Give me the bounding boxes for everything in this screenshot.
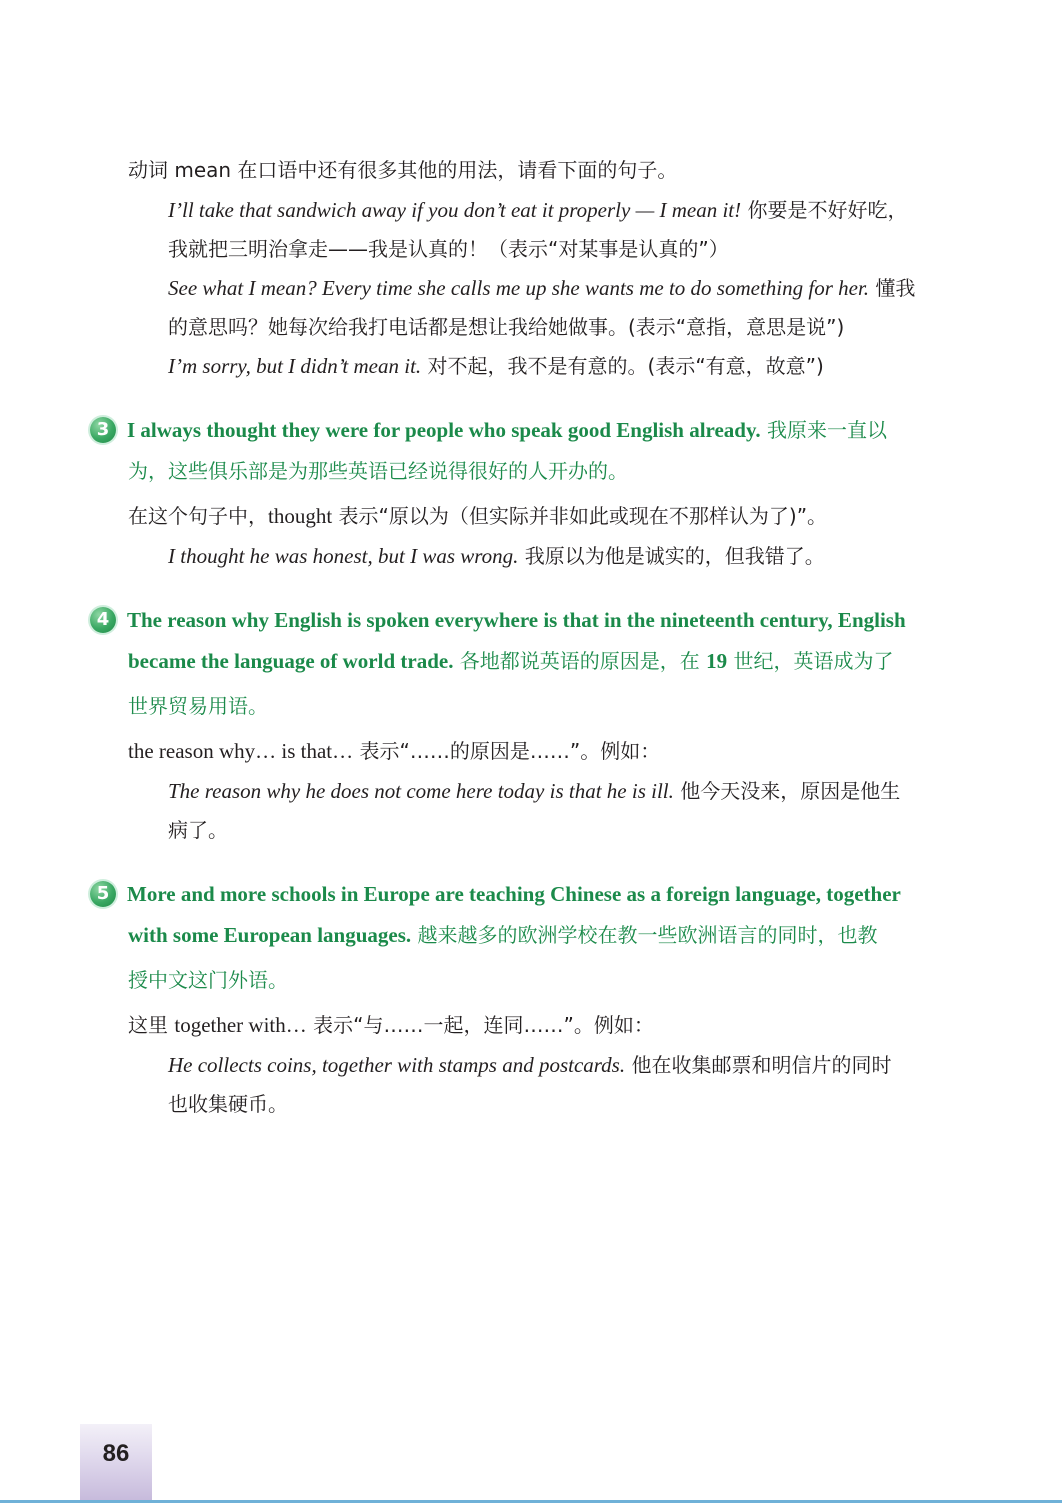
item-5-example-line-1: He collects coins, together with stamps and postcards. 他在收集邮票和明信片的同时	[168, 1053, 892, 1077]
intro-line: 动词 mean 在口语中还有很多其他的用法，请看下面的句子。	[128, 158, 678, 182]
item-5-example-line-2: 也收集硬币。	[168, 1092, 288, 1116]
footer-rule	[0, 1500, 1062, 1503]
item-4-note: the reason why… is that… 表示“……的原因是……”。例如：	[128, 739, 661, 763]
item-3-heading-line-1: I always thought they were for people who speak good English already. 我原来一直以	[127, 418, 887, 442]
item-5-heading-line-3: 授中文这门外语。	[128, 968, 288, 992]
item-5-number-badge: 5	[90, 881, 116, 907]
item-3-number-badge: 3	[90, 417, 116, 443]
example-2-line-1: See what I mean? Every time she calls me up she wants me to do something for her. 懂我	[168, 276, 916, 300]
item-4-number-badge: 4	[90, 607, 116, 633]
item-4-heading-line-3: 世界贸易用语。	[128, 694, 268, 718]
item-5-heading-line-2: with some European languages. 越来越多的欧洲学校在教一些欧洲语言的同时，也教	[128, 923, 878, 947]
item-3-heading-line-2: 为，这些俱乐部是为那些英语已经说得很好的人开办的。	[128, 459, 628, 483]
item-3-example: I thought he was honest, but I was wrong. 我原以为他是诚实的，但我错了。	[168, 544, 825, 568]
item-4-example-line-2: 病了。	[168, 818, 228, 842]
item-4-heading-line-2: became the language of world trade. 各地都说英语的原因是，在 19 世纪，英语成为了	[128, 649, 894, 673]
item-4-heading-line-1: The reason why English is spoken everywhere is that in the nineteenth century, English	[127, 608, 906, 632]
example-1-line-2: 我就把三明治拿走——我是认真的！（表示“对某事是认真的”）	[168, 237, 729, 261]
example-3-line: I’m sorry, but I didn’t mean it. 对不起，我不是有意的。(表示“有意，故意”)	[168, 354, 824, 378]
example-1-line-1: I’ll take that sandwich away if you don’t eat it properly — I mean it! 你要是不好好吃，	[168, 198, 908, 222]
item-3-note: 在这个句子中，thought 表示“原以为（但实际并非如此或现在不那样认为了)”。	[128, 504, 828, 528]
item-5-note: 这里 together with… 表示“与……一起，连同……”。例如：	[128, 1013, 654, 1037]
example-2-line-2: 的意思吗？她每次给我打电话都是想让我给她做事。(表示“意指，意思是说”)	[168, 315, 845, 339]
page-number: 86	[102, 1440, 130, 1467]
item-4-example-line-1: The reason why he does not come here today is that he is ill. 他今天没来，原因是他生	[168, 779, 901, 803]
item-5-heading-line-1: More and more schools in Europe are teaching Chinese as a foreign language, together	[127, 882, 901, 906]
